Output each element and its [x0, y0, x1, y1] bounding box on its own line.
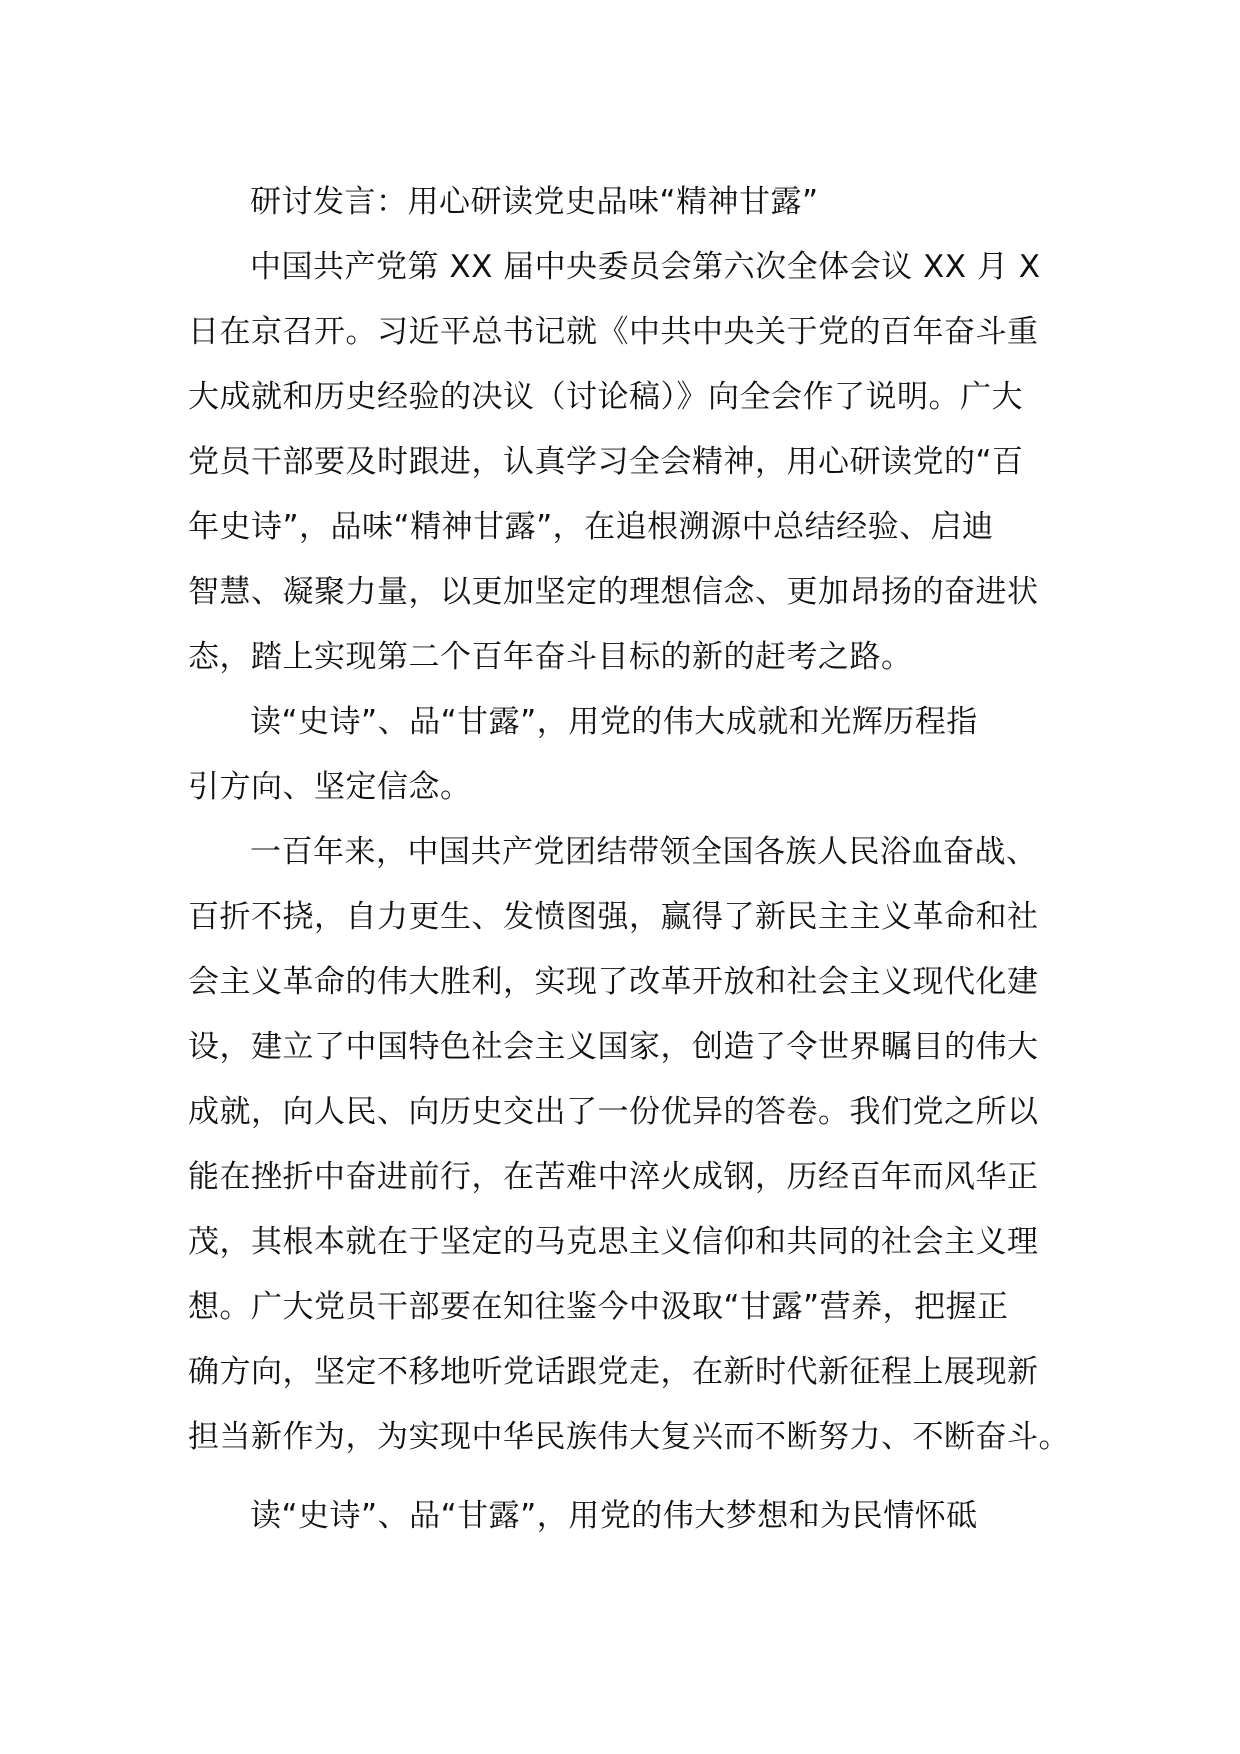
paragraph-line: 担当新作为，为实现中华民族伟大复兴而不断努力、不断奋斗。: [188, 1419, 1070, 1455]
paragraph-line: 百折不挠，自力更生、发愤图强，赢得了新民主主义革命和社: [188, 899, 1039, 935]
document-title: 研讨发言：用心研读党史品味“精神甘露”: [250, 184, 819, 220]
paragraph-line: 能在挫折中奋进前行，在苦难中淬火成钢，历经百年而风华正: [188, 1159, 1039, 1195]
section-heading-line: 引方向、坚定信念。: [188, 769, 472, 805]
paragraph-line: 茂，其根本就在于坚定的马克思主义信仰和共同的社会主义理: [188, 1224, 1039, 1260]
paragraph-line: 日在京召开。习近平总书记就《中共中央关于党的百年奋斗重: [188, 314, 1039, 350]
paragraph-2: [188, 690, 1058, 820]
paragraph-line: 想。广大党员干部要在知往鉴今中汲取“甘露”营养，把握正: [188, 1289, 1009, 1325]
paragraph-line: 成就，向人民、向历史交出了一份优异的答卷。我们党之所以: [188, 1094, 1039, 1130]
paragraph-line: 智慧、凝聚力量，以更加坚定的理想信念、更加昂扬的奋进状: [188, 574, 1039, 610]
paragraph-4: [188, 1484, 1058, 1549]
paragraph-line: 态，踏上实现第二个百年奋斗目标的新的赶考之路。: [188, 639, 913, 675]
paragraph-line: 一百年来，中国共产党团结带领全国各族人民浴血奋战、: [250, 834, 1038, 870]
section-heading-line: 读“史诗”、品“甘露”，用党的伟大成就和光辉历程指: [250, 704, 978, 740]
paragraph-line: 年史诗”，品味“精神甘露”，在追根溯源中总结经验、启迪: [188, 509, 994, 545]
paragraph-line: 确方向，坚定不移地听党话跟党走，在新时代新征程上展现新: [188, 1354, 1039, 1390]
paragraph-3: [188, 820, 1070, 1470]
paragraph-line: 大成就和历史经验的决议（讨论稿）》向全会作了说明。广大: [188, 379, 1023, 415]
document-body: [188, 170, 1070, 1549]
paragraph-line: 党员干部要及时跟进，认真学习全会精神，用心研读党的“百: [188, 444, 1024, 480]
paragraph-line: 设，建立了中国特色社会主义国家，创造了令世界瞩目的伟大: [188, 1029, 1039, 1065]
section-heading-line: 读“史诗”、品“甘露”，用党的伟大梦想和为民情怀砥: [250, 1498, 978, 1534]
paragraph-line: 会主义革命的伟大胜利，实现了改革开放和社会主义现代化建: [188, 964, 1039, 1000]
paragraph-1: [188, 235, 1058, 690]
paragraph-line: 中国共产党第 XX 届中央委员会第六次全体会议 XX 月 X: [250, 249, 1041, 285]
